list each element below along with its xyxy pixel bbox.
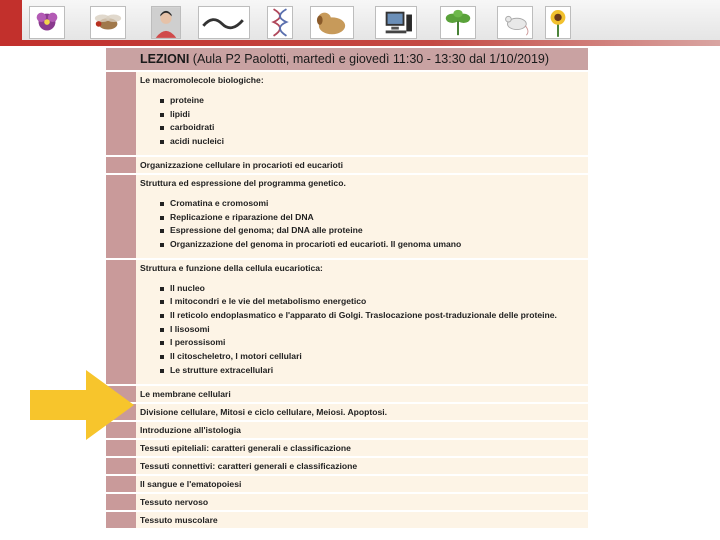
row-side-marker <box>106 476 136 492</box>
lesson-subtopics <box>160 197 584 252</box>
lesson-row <box>106 175 588 260</box>
bullet-icon <box>160 202 164 206</box>
bullet-icon <box>160 113 164 117</box>
row-side-marker <box>106 440 136 456</box>
bullet-icon <box>160 300 164 304</box>
lesson-row <box>106 512 588 530</box>
subtopic-item: Organizzazione del genoma in procarioti ed eucarioti. Il genoma umano <box>160 238 584 252</box>
subtopic-item: Le strutture extracellulari <box>160 364 584 378</box>
lesson-title: Divisione cellulare, Mitosi e ciclo cellulare, Meiosi. Apoptosi. <box>136 404 588 420</box>
banner-red-line <box>0 40 720 46</box>
bullet-icon <box>160 216 164 220</box>
row-side-marker <box>106 72 136 155</box>
lesson-row <box>106 157 588 175</box>
subtopic-item: I lisosomi <box>160 323 584 337</box>
lesson-row <box>106 476 588 494</box>
lesson-title: Tessuto nervoso <box>136 494 588 510</box>
bullet-icon <box>160 341 164 345</box>
bullet-icon <box>160 229 164 233</box>
lesson-row <box>106 260 588 386</box>
row-side-marker <box>106 157 136 173</box>
subtopic-item: Cromatina e cromosomi <box>160 197 584 211</box>
bullet-icon <box>160 126 164 130</box>
bullet-icon <box>160 287 164 291</box>
person-thumbnail[interactable] <box>151 6 181 39</box>
lessons-header-details: (Aula P2 Paolotti, martedì e giovedì 11:30 - 13:30 dal 1/10/2019) <box>189 52 550 66</box>
row-side-marker <box>106 458 136 474</box>
lesson-row <box>106 494 588 512</box>
lesson-title: Organizzazione cellulare in procarioti ed eucarioti <box>136 157 588 173</box>
subtopic-item: carboidrati <box>160 121 584 135</box>
subtopic-item: I perossisomi <box>160 336 584 350</box>
bullet-icon <box>160 243 164 247</box>
lessons-header-title: LEZIONI <box>140 52 190 66</box>
flower-thumbnail[interactable] <box>29 6 65 39</box>
row-side-marker <box>106 512 136 528</box>
lesson-row <box>106 422 588 440</box>
lesson-title: Introduzione all'istologia <box>136 422 588 438</box>
lesson-title: Tessuti connettivi: caratteri generali e classificazione <box>136 458 588 474</box>
subtopic-item: proteine <box>160 94 584 108</box>
leaf-thumbnail[interactable] <box>440 6 476 39</box>
lesson-row <box>106 440 588 458</box>
subtopic-item: Il reticolo endoplasmatico e l'apparato di Golgi. Traslocazione post-traduzionale delle proteine. <box>160 309 584 323</box>
lesson-title: Tessuti epiteliali: caratteri generali e classificazione <box>136 440 588 456</box>
lesson-subtopics <box>160 282 584 378</box>
bullet-icon <box>160 99 164 103</box>
subtopic-item: Espressione del genoma; dal DNA alle proteine <box>160 224 584 238</box>
row-side-marker <box>106 48 136 70</box>
lesson-row <box>106 458 588 476</box>
lesson-title: Struttura ed espressione del programma genetico. <box>140 177 346 188</box>
bullet-icon <box>160 369 164 373</box>
lesson-title: Il sangue e l'ematopoiesi <box>136 476 588 492</box>
lessons-table <box>106 48 588 530</box>
bullet-icon <box>160 328 164 332</box>
lesson-title: Tessuto muscolare <box>136 512 588 528</box>
row-side-marker <box>106 175 136 258</box>
mouse-thumbnail[interactable] <box>497 6 533 39</box>
lesson-row <box>106 72 588 157</box>
top-banner <box>0 0 720 46</box>
lesson-row <box>106 404 588 422</box>
worm-thumbnail[interactable] <box>198 6 250 39</box>
lesson-row-highlighted <box>106 386 588 404</box>
sunflower-thumbnail[interactable] <box>545 6 571 39</box>
highlight-arrow-icon <box>30 370 134 440</box>
lessons-header-row <box>106 48 588 72</box>
lesson-title: Le macromolecole biologiche: <box>140 75 264 85</box>
dna-thumbnail[interactable] <box>267 6 293 39</box>
subtopic-item: Il nucleo <box>160 282 584 296</box>
bullet-icon <box>160 314 164 318</box>
row-side-marker <box>106 260 136 384</box>
bullet-icon <box>160 355 164 359</box>
subtopic-item: Replicazione e riparazione del DNA <box>160 211 584 225</box>
subtopic-item: acidi nucleici <box>160 135 584 149</box>
row-side-marker <box>106 494 136 510</box>
subtopic-item: Il citoscheletro, I motori cellulari <box>160 350 584 364</box>
lessons-header <box>136 48 588 70</box>
bullet-icon <box>160 140 164 144</box>
subtopic-item: I mitocondri e le vie del metabolismo energetico <box>160 295 584 309</box>
lesson-title: Struttura e funzione della cellula eucariotica: <box>140 262 323 273</box>
dog-thumbnail[interactable] <box>310 6 354 39</box>
fly-thumbnail[interactable] <box>90 6 126 39</box>
lesson-title: Le membrane cellulari <box>136 386 588 402</box>
computer-thumbnail[interactable] <box>375 6 417 39</box>
lesson-subtopics <box>160 94 584 149</box>
subtopic-item: lipidi <box>160 108 584 122</box>
